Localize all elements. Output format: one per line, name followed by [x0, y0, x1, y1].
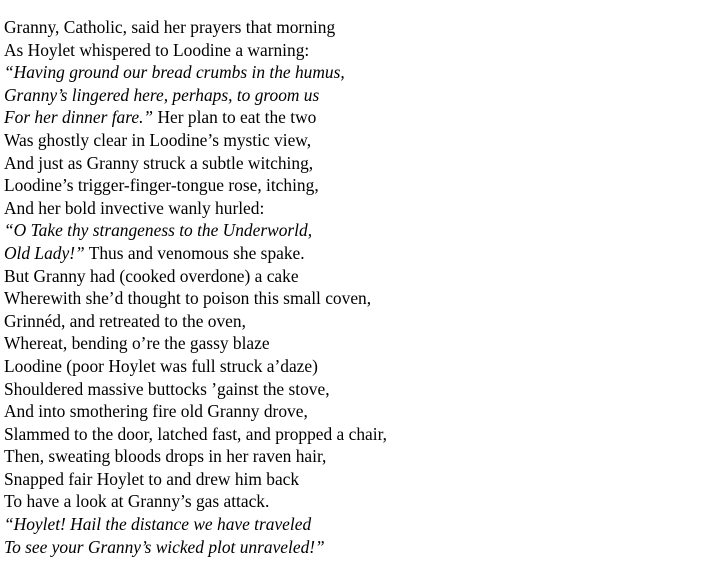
line-text-italic: Granny’s lingered here, perhaps, to groom us: [4, 84, 320, 105]
poem-line-14: [4, 310, 387, 333]
poem-line-12: [4, 265, 387, 288]
line-text: Thus and venomous she spake.: [84, 242, 305, 263]
line-text: Was ghostly clear in Loodine’s mystic view,: [4, 129, 312, 150]
line-text: Grinnéd, and retreated to the oven,: [4, 310, 246, 331]
line-text: Loodine’s trigger-finger-tongue rose, itching,: [4, 175, 319, 196]
line-text: And just as Granny struck a subtle witching,: [4, 152, 314, 173]
line-text: Her plan to eat the two: [153, 107, 317, 128]
line-text: But Granny had (cooked overdone) a cake: [4, 265, 299, 286]
line-text: And into smothering fire old Granny drove,: [4, 401, 308, 422]
line-text: Loodine (poor Hoylet was full struck a’daze): [4, 355, 318, 376]
poem-line-7: [4, 152, 387, 175]
line-text: Slammed to the door, latched fast, and propped a chair,: [4, 423, 388, 444]
poem-line-8: [4, 174, 387, 197]
poem-line-21: [4, 468, 387, 491]
line-text: And her bold invective wanly hurled:: [4, 197, 265, 218]
line-text: Snapped fair Hoylet to and drew him back: [4, 468, 300, 489]
poem-line-16: [4, 355, 387, 378]
poem-line-11: [4, 242, 387, 265]
poem-line-2: [4, 39, 387, 62]
line-text: Then, sweating bloods drops in her raven hair,: [4, 446, 327, 467]
poem-line-5: [4, 106, 387, 129]
line-text-italic: Old Lady!”: [4, 242, 85, 263]
poem-line-9: [4, 197, 387, 220]
poem-line-4: [4, 84, 387, 107]
poem-text: [4, 16, 387, 558]
poem-line-15: [4, 332, 387, 355]
poem-line-19: [4, 423, 387, 446]
line-text: Shouldered massive buttocks ’gainst the stove,: [4, 378, 330, 399]
poem-line-23: [4, 513, 387, 536]
poem-line-10: [4, 219, 387, 242]
poem-line-24: [4, 536, 387, 559]
poem-line-17: [4, 378, 387, 401]
poem-line-1: [4, 16, 387, 39]
line-text-italic: “Having ground our bread crumbs in the humus,: [4, 62, 345, 83]
poem-line-13: [4, 287, 387, 310]
line-text: Whereat, bending o’re the gassy blaze: [4, 333, 270, 354]
line-text: Wherewith she’d thought to poison this small coven,: [4, 288, 372, 309]
poem-line-22: [4, 490, 387, 513]
line-text-italic: “O Take thy strangeness to the Underworld,: [4, 220, 313, 241]
line-text-italic: To see your Granny’s wicked plot unraveled!”: [4, 536, 325, 557]
poem-line-3: [4, 61, 387, 84]
line-text: Granny, Catholic, said her prayers that morning: [4, 17, 336, 37]
poem-line-18: [4, 400, 387, 423]
poem-line-6: [4, 129, 387, 152]
line-text: To have a look at Granny’s gas attack.: [4, 491, 270, 512]
line-text-italic: For her dinner fare.”: [4, 107, 154, 128]
line-text: As Hoylet whispered to Loodine a warning:: [4, 39, 310, 60]
poem-line-20: [4, 445, 387, 468]
line-text-italic: “Hoylet! Hail the distance we have traveled: [4, 514, 312, 535]
